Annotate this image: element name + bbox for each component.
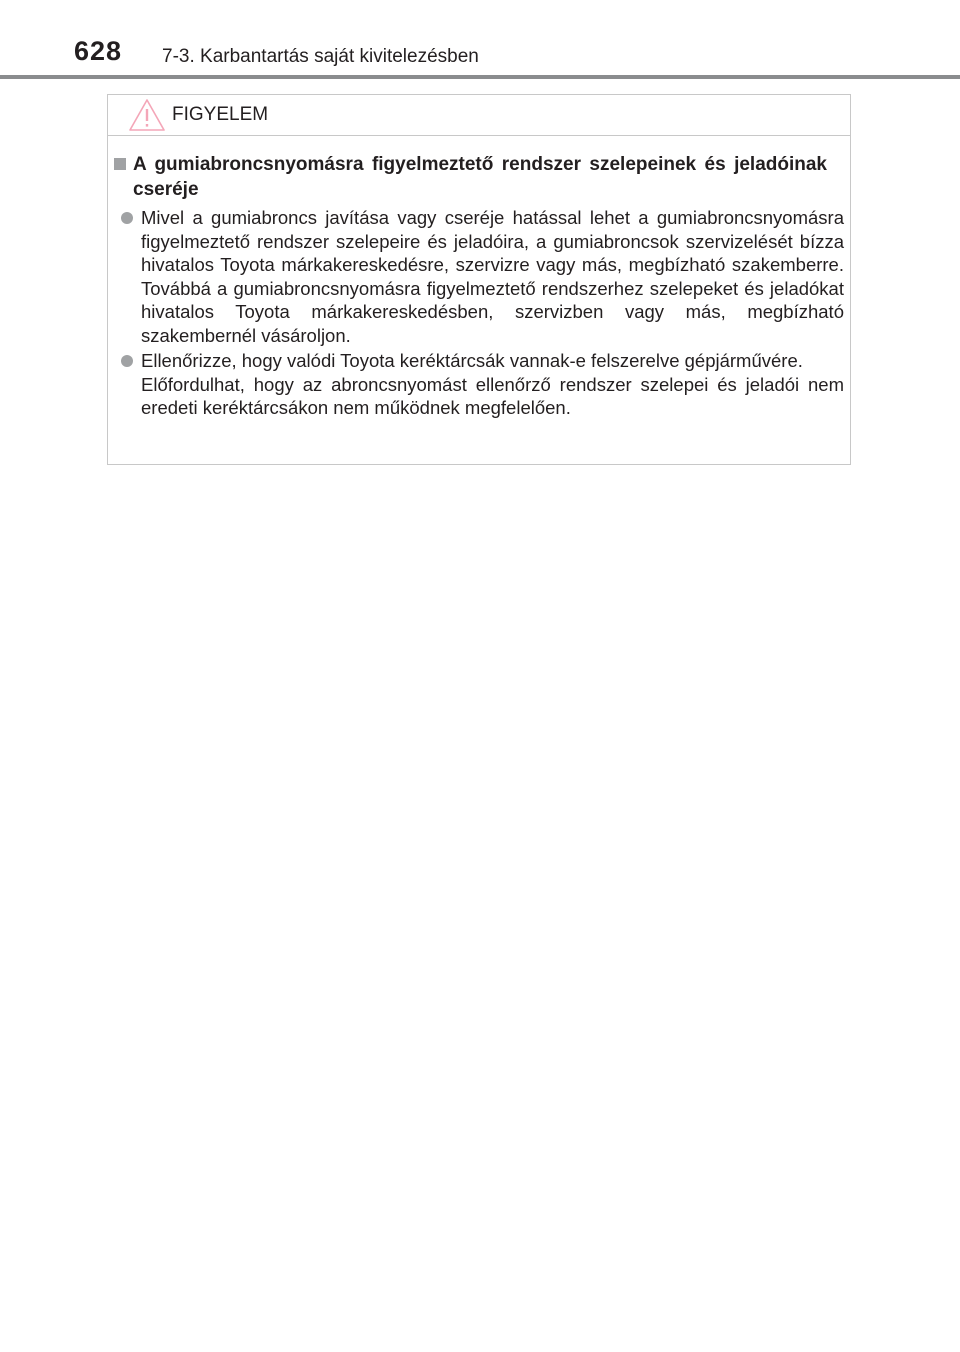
warning-box [107, 94, 851, 465]
round-bullet-icon [121, 212, 133, 224]
warning-header [108, 95, 850, 136]
square-bullet-icon [114, 158, 126, 170]
page-number: 628 [74, 36, 123, 66]
bullet-text-2b: Előfordulhat, hogy az abroncsnyomást ellenőrző rendszer szelepei és jeladói nem eredeti keréktárcsákon nem működnek megfelelően. [141, 373, 844, 418]
bullet-paragraph-2 [141, 349, 844, 420]
bullet-text-2: Ellenőrizze, hogy valódi Toyota keréktárcsák vannak-e felszerelve gépjárművére. [141, 350, 803, 371]
item-heading [133, 152, 827, 202]
warning-triangle-icon [128, 98, 166, 132]
item-heading-text: A gumiabroncsnyomásra figyelmeztető rendszer szelepeinek és jeladóinak cseréje [133, 154, 827, 200]
header-divider [0, 75, 960, 79]
round-bullet-icon [121, 355, 133, 367]
warning-title: FIGYELEM [172, 104, 269, 125]
bullet-text-1: Mivel a gumiabroncs javítása vagy cseréje hatással lehet a gumiabroncsnyomásra figyelmeztető rendszer szelepeire és jeladóira, a gumiabroncsok szervizelését bízza hivatalos Toyota márkakereskedésre, szervizre vagy más, megbízható szakemberre. Továbbá a gumiabroncsnyomásra figyelmeztető rendszerhez szelepeket és jeladókat hivatalos Toyota márkakereskedésben, szervizben vagy más, megbízható szakembernél vásároljon. [141, 207, 844, 346]
section-title: 7-3. Karbantartás saját kivitelezésben [162, 46, 479, 67]
bullet-paragraph-1 [141, 206, 844, 347]
